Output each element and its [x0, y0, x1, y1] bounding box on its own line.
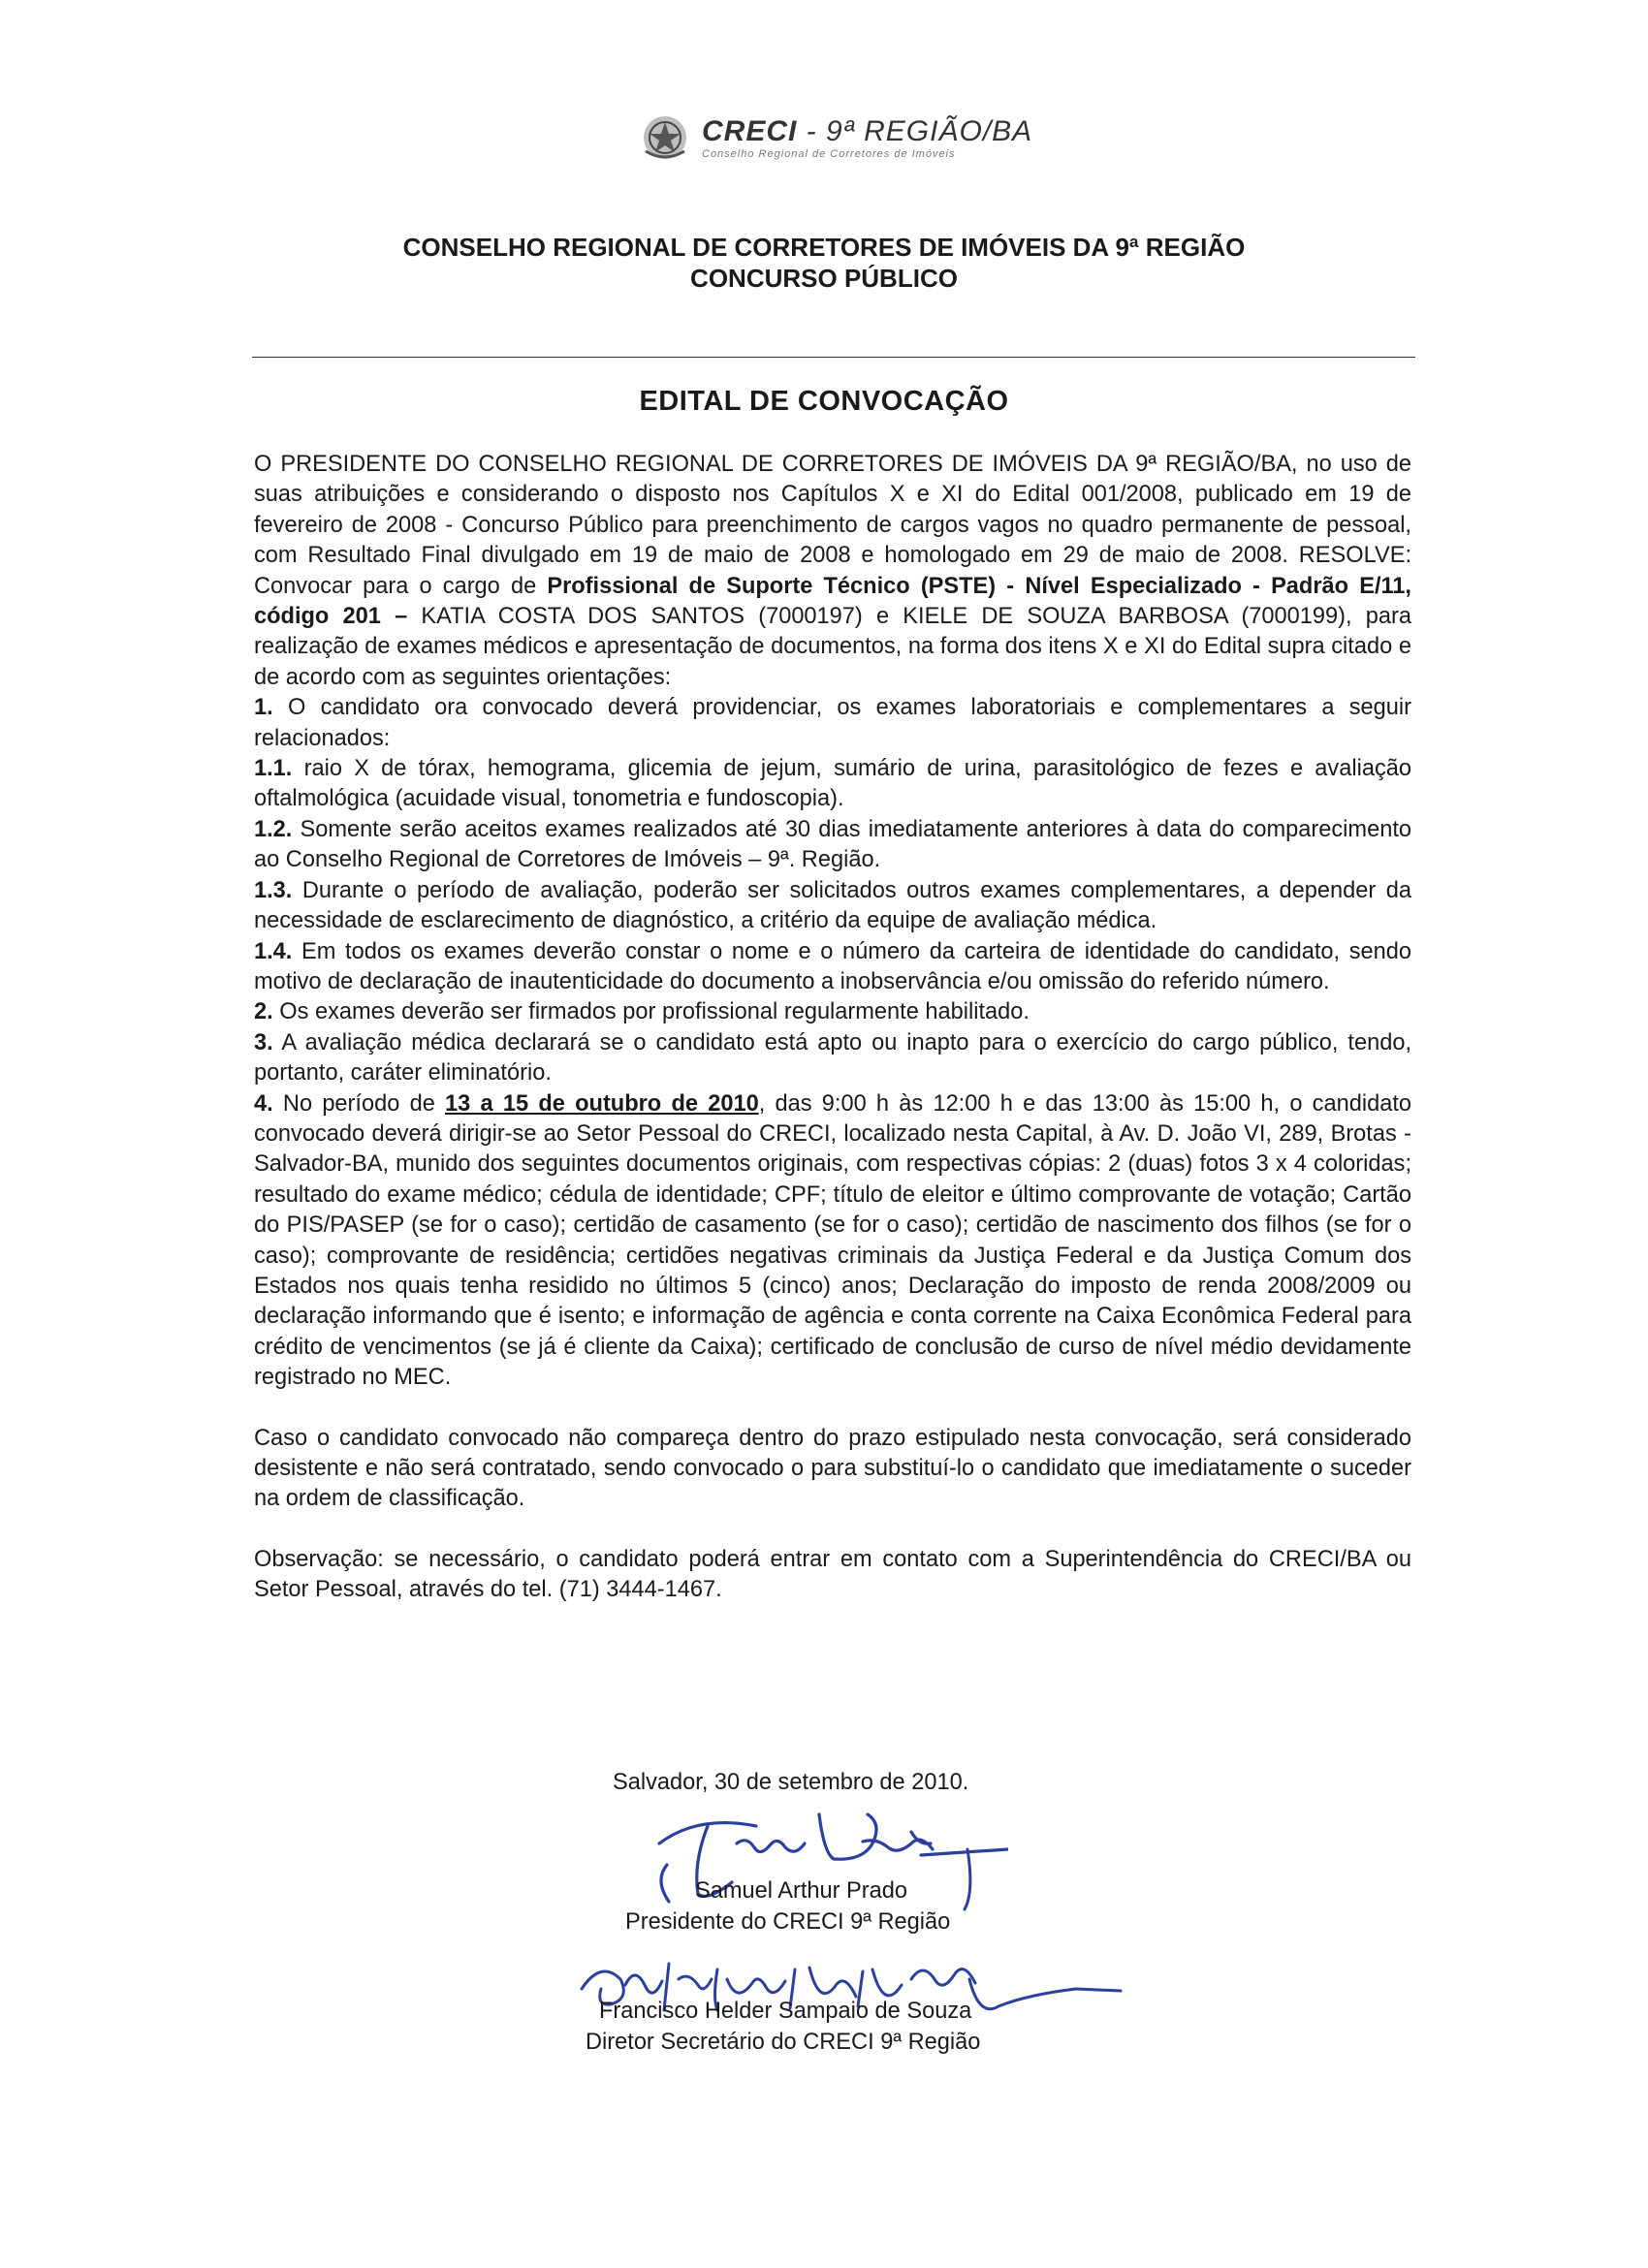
list-item: 2. Os exames deverão ser firmados por profissional regularmente habilitado.: [254, 999, 1030, 1025]
list-item: 1.3. Durante o período de avaliação, poderão ser solicitados outros exames complementares, a depender da necessidade de esclarecimento de diagnóstico, a critério da equipe de avaliação médica.: [254, 877, 1411, 934]
intro-paragraph: [254, 450, 1411, 693]
list-item: 1. O candidato ora convocado deverá providenciar, os exames laboratoriais e complementares a seguir relacionados:: [254, 695, 1411, 751]
signatory-role: Diretor Secretário do CRECI 9ª Região: [586, 2030, 981, 2055]
closing-paragraph: Caso o candidato convocado não compareça dentro do prazo estipulado nesta convocação, será considerado desistente e não será contratado, sendo convocado o para substituí-lo o candidato que imediatamente o suceder na ordem de classificação.: [254, 1425, 1411, 1512]
intro-text-cont: KATIA COSTA DOS SANTOS (7000197) e KIELE DE SOUZA BARBOSA (7000199), para realização de exames médicos e apresentação de documentos, na forma dos itens X e XI do Edital supra citado e de acordo com as seguintes orientações:: [254, 604, 1411, 690]
contest-name: CONCURSO PÚBLICO: [690, 264, 958, 293]
logo-region: - 9ª REGIÃO/BA: [797, 115, 1033, 147]
signatory-name: Francisco Helder Sampaio de Souza: [599, 1999, 972, 2024]
header-divider: [252, 357, 1415, 358]
list-item: 1.4. Em todos os exames deverão constar o nome e o número da carteira de identidade do candidato, sendo motivo de declaração de inautenticidade do documento a inobservância e/ou omissão do referido número.: [254, 938, 1411, 994]
page-title: EDITAL DE CONVOCAÇÃO: [639, 386, 1009, 417]
list-item-4: 4. No período de 13 a 15 de outubro de 2010, das 9:00 h às 12:00 h e das 13:00 às 15:00 h, o candidato convocado deverá dirigir-se ao Setor Pessoal do CRECI, localizado nesta Capital, à Av. D. João VI, 289, Brotas - Salvador-BA, munido dos seguintes documentos originais, com respectivas cópias: 2 (duas) fotos 3 x 4 coloridas; resultado do exame médico; cédula de identidade; CPF; título de eleitor e último comprovante de votação; Cartão do PIS/PASEP (se for o caso); certidão de casamento (se for o caso); certidão de nascimento dos filhos (se for o caso); comprovante de residência; certidões negativas criminais da Justiça Federal e da Justiça Comum dos Estados nos quais tenha residido no últimos 5 (cinco) anos; Declaração do imposto de renda 2008/2009 ou declaração informando que é isento; e informação de agência e conta corrente na Caixa Econômica Federal para crédito de vencimentos (se já é cliente da Caixa); certificado de conclusão de curso de nível médio devidamente registrado no MEC.: [254, 1090, 1411, 1391]
logo-brand: CRECI: [702, 115, 798, 147]
signatory-role: Presidente do CRECI 9ª Região: [625, 1909, 951, 1935]
list-item: 1.2. Somente serão aceitos exames realizados até 30 dias imediatamente anteriores à data do comparecimento ao Conselho Regional de Corretores de Imóveis – 9ª. Região.: [254, 816, 1411, 873]
document-body: [254, 450, 1411, 1606]
list-item: 1.1. raio X de tórax, hemograma, glicemia de jejum, sumário de urina, parasitológico de fezes e avaliação oftalmológica (acuidade visual, tonometria e fundoscopia).: [254, 756, 1411, 812]
intro-text: O PRESIDENTE DO CONSELHO REGIONAL DE CORRETORES DE IMÓVEIS DA 9ª REGIÃO/BA, no uso de suas atribuições e considerando o disposto nos Capítulos X e XI do Edital 001/2008, publicado em 19 de fevereiro de 2008 - Concurso Público para preenchimento de cargos vagos no quadro permanente de pessoal, com Resultado Final divulgado em 19 de maio de 2008 e homologado em 29 de maio de 2008. RESOLVE: Convocar para o cargo de: [254, 452, 1411, 599]
place-date: Salvador, 30 de setembro de 2010.: [613, 1770, 969, 1795]
list-item: 3. A avaliação médica declarará se o candidato está apto ou inapto para o exercício do cargo público, tendo, portanto, caráter eliminatório.: [254, 1029, 1411, 1087]
observation-paragraph: Observação: se necessário, o candidato poderá entrar em contato com a Superintendência do CRECI/BA ou Setor Pessoal, através do tel. (71) 3444-1467.: [254, 1546, 1411, 1603]
position-name: Profissional de Suporte Técnico (PSTE) - Nível Especializado - Padrão E/11, código 201 –: [254, 573, 1411, 630]
period-date: 13 a 15 de outubro de 2010: [445, 1090, 759, 1117]
coat-of-arms-icon: [640, 112, 690, 163]
logo-subtitle: Conselho Regional de Corretores de Imóveis: [702, 148, 956, 160]
creci-logo: [640, 112, 1032, 163]
signatory-name: Samuel Arthur Prado: [695, 1878, 908, 1904]
org-name: CONSELHO REGIONAL DE CORRETORES DE IMÓVEIS DA 9ª REGIÃO: [402, 233, 1246, 262]
